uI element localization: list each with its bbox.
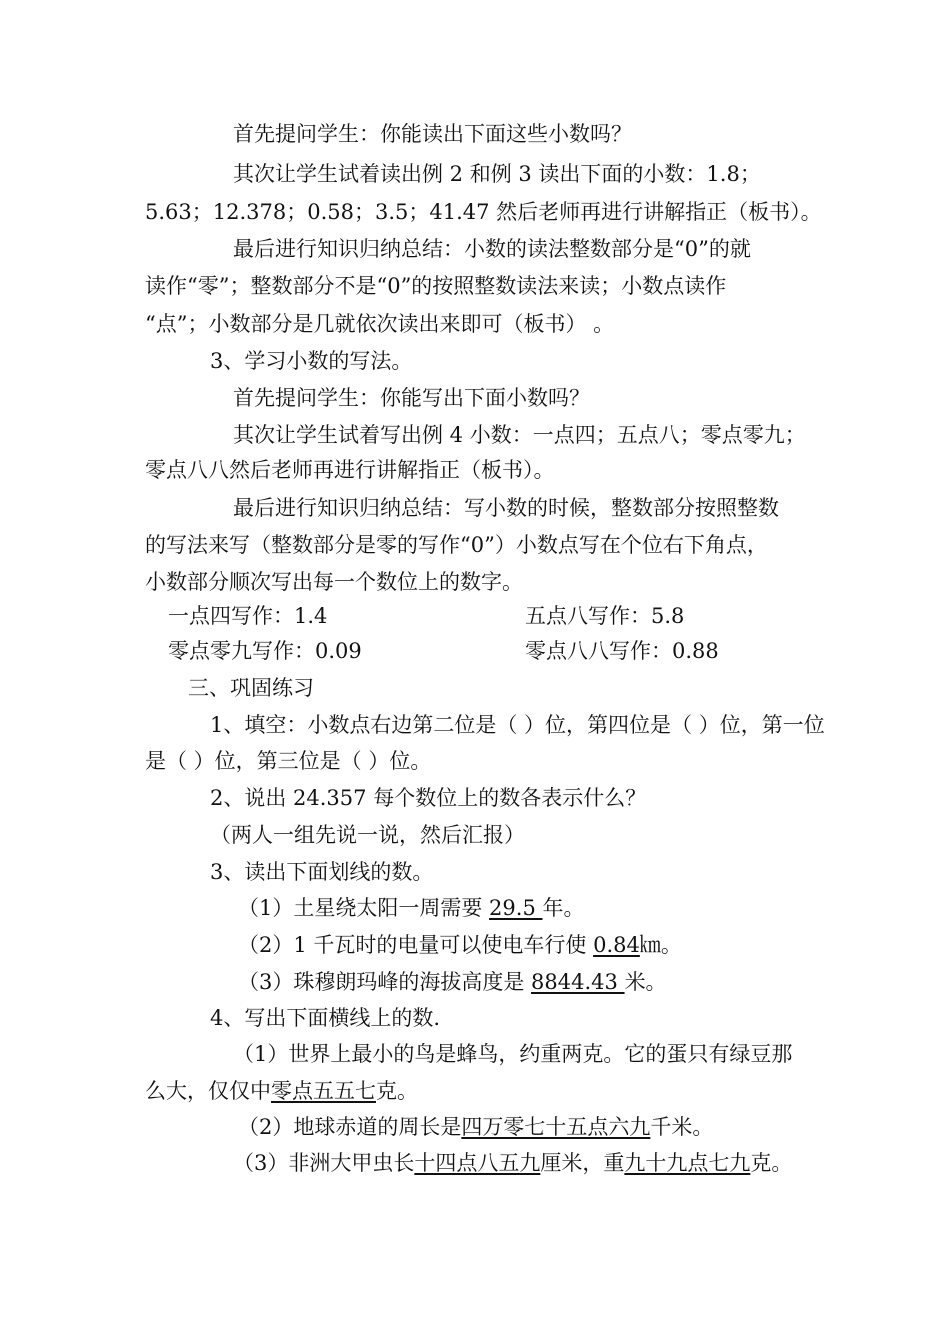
example-answer: 零点零九写作：0.09 <box>168 639 362 663</box>
exercise-item: （3）珠穆朗玛峰的海拔高度是 8844.43 米。 <box>238 970 667 994</box>
exercise-item: （1）世界上最小的鸟是蜂鸟，约重两克。它的蛋只有绿豆那 <box>233 1042 793 1066</box>
example-answer: 五点八写作：5.8 <box>525 604 685 628</box>
exercise-item: （2）1 千瓦时的电量可以使电车行使 0.84㎞。 <box>238 933 682 957</box>
exercise-line: 1、填空：小数点右边第二位是（ ）位，第四位是（ ）位，第一位 <box>210 713 825 737</box>
section-heading: 三、巩固练习 <box>188 676 314 700</box>
paragraph-line: 首先提问学生：你能读出下面这些小数吗？ <box>233 122 632 146</box>
paragraph-line: 最后进行知识归纳总结：小数的读法整数部分是“0”的就 <box>233 237 751 261</box>
paragraph-line: 首先提问学生：你能写出下面小数吗？ <box>233 386 590 410</box>
underlined-number: 29.5 <box>489 896 543 920</box>
underlined-number: 四万零七十五点六九 <box>461 1115 651 1139</box>
underlined-number: 0.84 <box>593 933 640 957</box>
example-answer: 零点八八写作：0.88 <box>525 639 719 663</box>
exercise-note: （两人一组先说一说，然后汇报） <box>210 823 525 847</box>
section-heading: 3、学习小数的写法。 <box>210 349 413 373</box>
paragraph-line: 其次让学生试着读出例 2 和例 3 读出下面的小数：1.8； <box>233 162 761 186</box>
exercise-line: 2、说出 24.357 每个数位上的数各表示什么？ <box>210 786 647 810</box>
paragraph-line: 其次让学生试着写出例 4 小数：一点四；五点八；零点零九； <box>233 423 806 447</box>
paragraph-line: 零点八八然后老师再进行讲解指正（板书）。 <box>145 458 555 482</box>
exercise-line: 是（ ）位，第三位是（ ）位。 <box>145 749 432 773</box>
paragraph-line: 5.63；12.378；0.58；3.5；41.47 然后老师再进行讲解指正（板书）。 <box>145 200 822 224</box>
paragraph-line: “点”；小数部分是几就依次读出来即可（板书） 。 <box>145 312 615 336</box>
exercise-line: 4、写出下面横线上的数. <box>210 1006 441 1030</box>
underlined-number: 8844.43 <box>531 970 625 994</box>
paragraph-line: 小数部分顺次写出每一个数位上的数字。 <box>145 570 523 594</box>
example-answer: 一点四写作：1.4 <box>168 604 328 628</box>
exercise-item: （3）非洲大甲虫长十四点八五九厘米，重九十九点七九克。 <box>233 1151 793 1175</box>
exercise-item: （1）土星绕太阳一周需要 29.5 年。 <box>238 896 585 920</box>
exercise-line: 3、读出下面划线的数。 <box>210 860 434 884</box>
paragraph-line: 的写法来写（整数部分是零的写作“0”）小数点写在个位右下角点， <box>145 533 768 557</box>
paragraph-line: 最后进行知识归纳总结：写小数的时候，整数部分按照整数 <box>233 496 779 520</box>
paragraph-line: 读作“零”；整数部分不是“0”的按照整数读法来读；小数点读作 <box>145 274 727 298</box>
exercise-item: （2）地球赤道的周长是四万零七十五点六九千米。 <box>238 1115 714 1139</box>
underlined-number: 零点五五七 <box>271 1079 376 1103</box>
exercise-item: 么大，仅仅中零点五五七克。 <box>145 1079 418 1103</box>
underlined-number: 十四点八五九 <box>414 1151 541 1175</box>
underlined-number: 九十九点七九 <box>624 1151 751 1175</box>
